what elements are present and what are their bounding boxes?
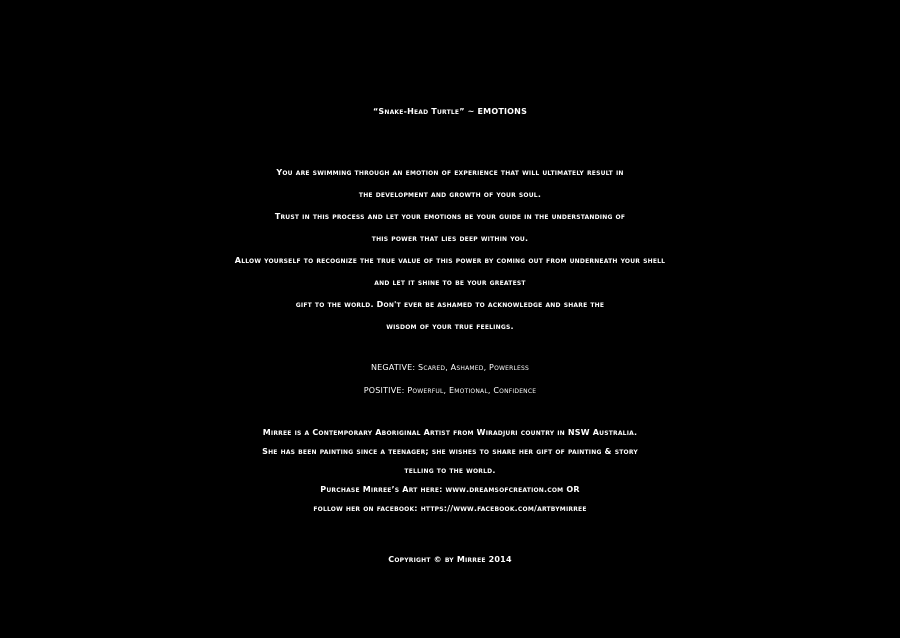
facebook-line: follow her on facebook: https://www.facebook.com/artbymirree bbox=[313, 504, 587, 513]
message-line-6: and let it shine to be your greatest bbox=[374, 278, 526, 287]
copyright-notice: Copyright © by Mirree 2014 bbox=[388, 555, 512, 564]
message-line-4: this power that lies deep within you. bbox=[371, 234, 529, 243]
positive-label: POSITIVE: bbox=[363, 386, 405, 395]
negative-emotions-line bbox=[0, 363, 900, 372]
card-title: “Snake-Head Turtle” ~ EMOTIONS bbox=[372, 107, 528, 116]
message-line-8: wisdom of your true feelings. bbox=[386, 322, 514, 331]
bio-line-2: She has been painting since a teenager; she wishes to share her gift of painting & story bbox=[262, 447, 638, 456]
bio-line-1: Mirree is a Contemporary Aboriginal Artist from Wiradjuri country in NSW Australia. bbox=[262, 428, 638, 437]
negative-label: NEGATIVE: bbox=[370, 363, 416, 372]
positive-values: Powerful, Emotional, Confidence bbox=[407, 386, 537, 395]
message-line-7: gift to the world. Don't ever be ashamed to acknowledge and share the bbox=[295, 300, 605, 309]
bio-line-3: telling to the world. bbox=[404, 466, 496, 475]
message-line-2: the development and growth of your soul. bbox=[358, 190, 542, 199]
positive-emotions-line bbox=[0, 386, 900, 395]
message-line-3: Trust in this process and let your emotions be your guide in the understanding of bbox=[274, 212, 626, 221]
message-line-5: Allow yourself to recognize the true value of this power by coming out from underneath your shell bbox=[234, 256, 666, 265]
purchase-line: Purchase Mirree’s Art here: www.dreamsofcreation.com OR bbox=[320, 485, 580, 494]
message-line-1: You are swimming through an emotion of experience that will ultimately result in bbox=[276, 168, 624, 177]
negative-values: Scared, Ashamed, Powerless bbox=[418, 363, 530, 372]
